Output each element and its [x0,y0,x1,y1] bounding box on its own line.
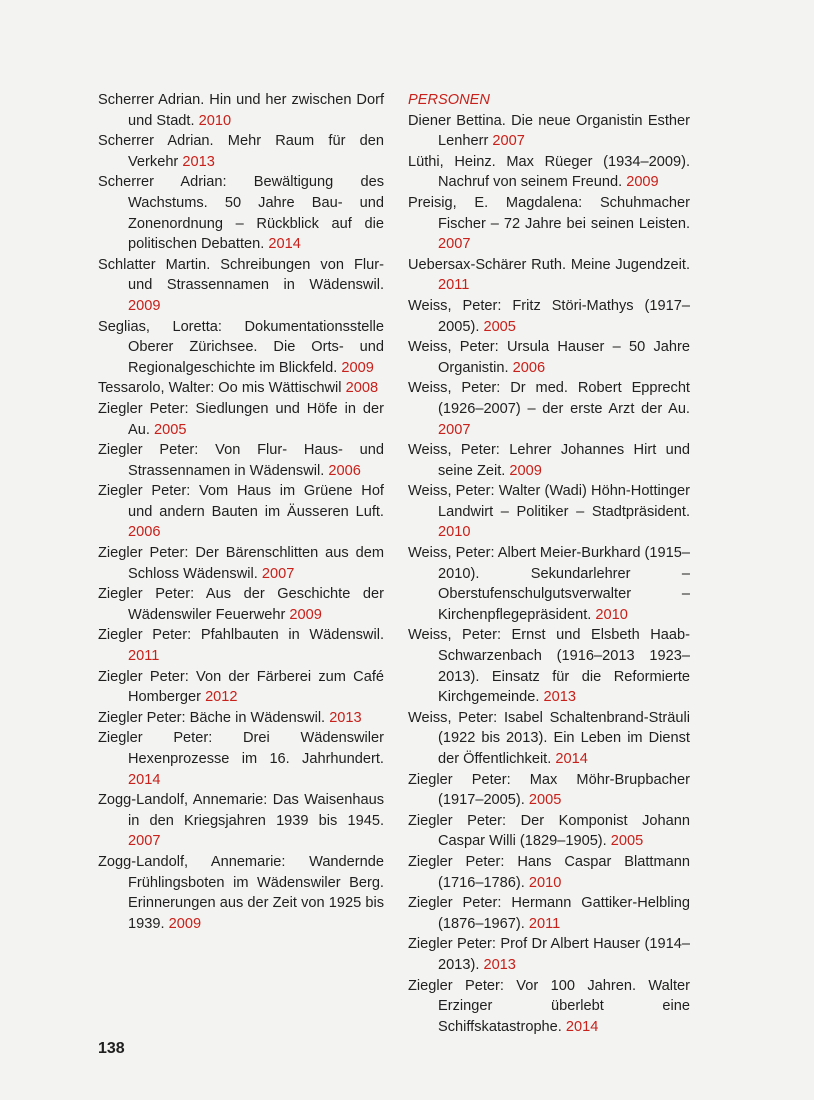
bibliography-entry: Ziegler Peter: Vor 100 Jahren. Walter Erzinger überlebt eine Schiffskatastrophe. 2014 [408,977,690,1035]
bibliography-entry: Weiss, Peter: Albert Meier-Burkhard (1915–2010). Sekundarlehrer – Oberstufenschulgutsverwalter – Kirchenpflegepräsident. 2010 [408,545,690,623]
page-number: 138 [98,1040,125,1057]
bibliography-entry: Schlatter Martin. Schreibungen von Flur- und Strassennamen in Wädenswil. 2009 [98,256,384,314]
left-column [98,90,384,934]
bibliography-entry: Ziegler Peter: Prof Dr Albert Hauser (1914–2013). 2013 [408,936,690,973]
entry-year: 2010 [198,112,232,129]
bibliography-entry: Zogg-Landolf, Annemarie: Das Waisenhaus in den Kriegsjahren 1939 bis 1945. 2007 [98,792,384,850]
entry-year: 2006 [512,359,546,376]
entry-year: 2014 [555,751,588,767]
bibliography-entry: Seglias, Loretta: Dokumentationsstelle Oberer Zürichsee. Die Orts- und Regionalgeschichte im Blickfeld. 2009 [98,318,384,376]
bibliography-entry: Scherrer Adrian. Mehr Raum für den Verkehr 2013 [98,133,384,170]
entry-year: 2013 [543,689,576,706]
entry-year: 2011 [528,915,561,932]
entry-year: 2014 [128,771,161,788]
entry-year: 2010 [595,606,628,623]
entry-year: 2010 [438,524,471,541]
entry-year: 2006 [328,462,361,479]
bibliography-entry: Scherrer Adrian. Hin und her zwischen Dorf und Stadt. 2010 [98,92,384,129]
entry-year: 2011 [128,648,160,665]
bibliography-entry: Scherrer Adrian: Bewältigung des Wachstums. 50 Jahre Bau- und Zonenordnung – Rückblick auf die politischen Debatten. 2014 [98,174,384,253]
bibliography-entry: Tessarolo, Walter: Oo mis Wättischwil 2008 [98,380,379,397]
entry-year: 2007 [438,421,471,438]
entry-year: 2012 [205,689,238,706]
entry-year: 2010 [528,874,562,891]
entry-year: 2009 [341,359,374,376]
bibliography-entry: Ziegler Peter: Hans Caspar Blattmann (1716–1786). 2010 [408,853,690,891]
bibliography-entry: Ziegler Peter: Der Bärenschlitten aus dem Schloss Wädenswil. 2007 [98,545,384,582]
entry-year: 2005 [483,318,516,335]
bibliography-entry: Ziegler Peter: Von der Färberei zum Café Homberger 2012 [98,668,384,706]
bibliography-entry: Ziegler Peter: Drei Wädenswiler Hexenprozesse im 16. Jahrhundert. 2014 [98,730,384,788]
bibliography-entry: Weiss, Peter: Dr med. Robert Epprecht (1926–2007) – der erste Arzt der Au. 2007 [408,380,690,438]
bibliography-entry: Weiss, Peter: Ernst und Elsbeth Haab-Schwarzenbach (1916–2013 1923–2013). Einsatz für die Reformierte Kirchgemeinde. 2013 [408,627,690,706]
entry-year: 2008 [345,380,379,397]
bibliography-entry: Ziegler Peter: Von Flur- Haus- und Strassennamen in Wädenswil. 2006 [98,442,384,479]
entry-year: 2009 [168,915,202,932]
bibliography-entry: Ziegler Peter: Max Möhr-Brupbacher (1917–2005). 2005 [408,771,690,809]
entry-year: 2009 [509,462,542,479]
entry-year: 2005 [610,833,644,850]
entry-year: 2006 [128,524,161,541]
entry-year: 2007 [492,133,525,150]
entry-year: 2013 [483,956,516,973]
entry-year: 2005 [528,792,562,809]
entry-year: 2005 [153,421,187,438]
bibliography-entry: Weiss, Peter: Lehrer Johannes Hirt und seine Zeit. 2009 [408,442,690,479]
entry-year: 2009 [626,174,659,191]
entry-year: 2009 [128,297,161,314]
bibliography-entry: Ziegler Peter: Bäche in Wädenswil. 2013 [98,709,362,726]
entry-year: 2011 [438,277,470,294]
bibliography-entry: Zogg-Landolf, Annemarie: Wandernde Frühlingsboten im Wädenswiler Berg. Erinnerungen aus der Zeit von 1925 bis 1939. 2009 [98,853,384,932]
entry-year: 2014 [268,236,301,253]
right-column [408,90,690,1037]
section-heading-personen: PERSONEN [408,92,490,108]
entry-year: 2013 [329,709,362,726]
bibliography-entry: Ziegler Peter: Hermann Gattiker-Helbling (1876–1967). 2011 [408,895,690,932]
bibliography-entry: Weiss, Peter: Walter (Wadi) Höhn-Hottinger Landwirt – Politiker – Stadtpräsident. 2010 [408,483,690,541]
bibliography-entry: Weiss, Peter: Fritz Störi-Mathys (1917–2005). 2005 [408,297,690,335]
bibliography-entry: Ziegler Peter: Pfahlbauten in Wädenswil. 2011 [98,627,384,665]
bibliography-entry: Ziegler Peter: Vom Haus im Grüene Hof und andern Bauten im Äusseren Luft. 2006 [98,483,384,541]
entry-year: 2007 [261,565,295,582]
bibliography-entry: Lüthi, Heinz. Max Rüeger (1934–2009). Nachruf von seinem Freund. 2009 [408,153,690,191]
bibliography-entry: Diener Bettina. Die neue Organistin Esther Lenherr 2007 [408,112,690,150]
entry-year: 2014 [565,1018,599,1035]
entry-year: 2007 [128,833,161,850]
entry-year: 2009 [289,606,322,623]
bibliography-entry: Weiss, Peter: Ursula Hauser – 50 Jahre Organistin. 2006 [408,339,690,376]
bibliography-entry: Weiss, Peter: Isabel Schaltenbrand-Sträuli (1922 bis 2013). Ein Leben im Dienst der Öffentlichkeit. 2014 [408,709,690,767]
entry-year: 2013 [182,153,215,170]
bibliography-entry: Uebersax-Schärer Ruth. Meine Jugendzeit. 2011 [408,256,690,294]
entry-year: 2007 [438,236,471,253]
bibliography-entry: Preisig, E. Magdalena: Schuhmacher Fischer – 72 Jahre bei seinen Leisten. 2007 [408,194,690,253]
bibliography-entry: Ziegler Peter: Der Komponist Johann Caspar Willi (1829–1905). 2005 [408,812,690,850]
bibliography-entry: Ziegler Peter: Siedlungen und Höfe in der Au. 2005 [98,400,384,438]
bibliography-entry: Ziegler Peter: Aus der Geschichte der Wädenswiler Feuerwehr 2009 [98,586,384,623]
